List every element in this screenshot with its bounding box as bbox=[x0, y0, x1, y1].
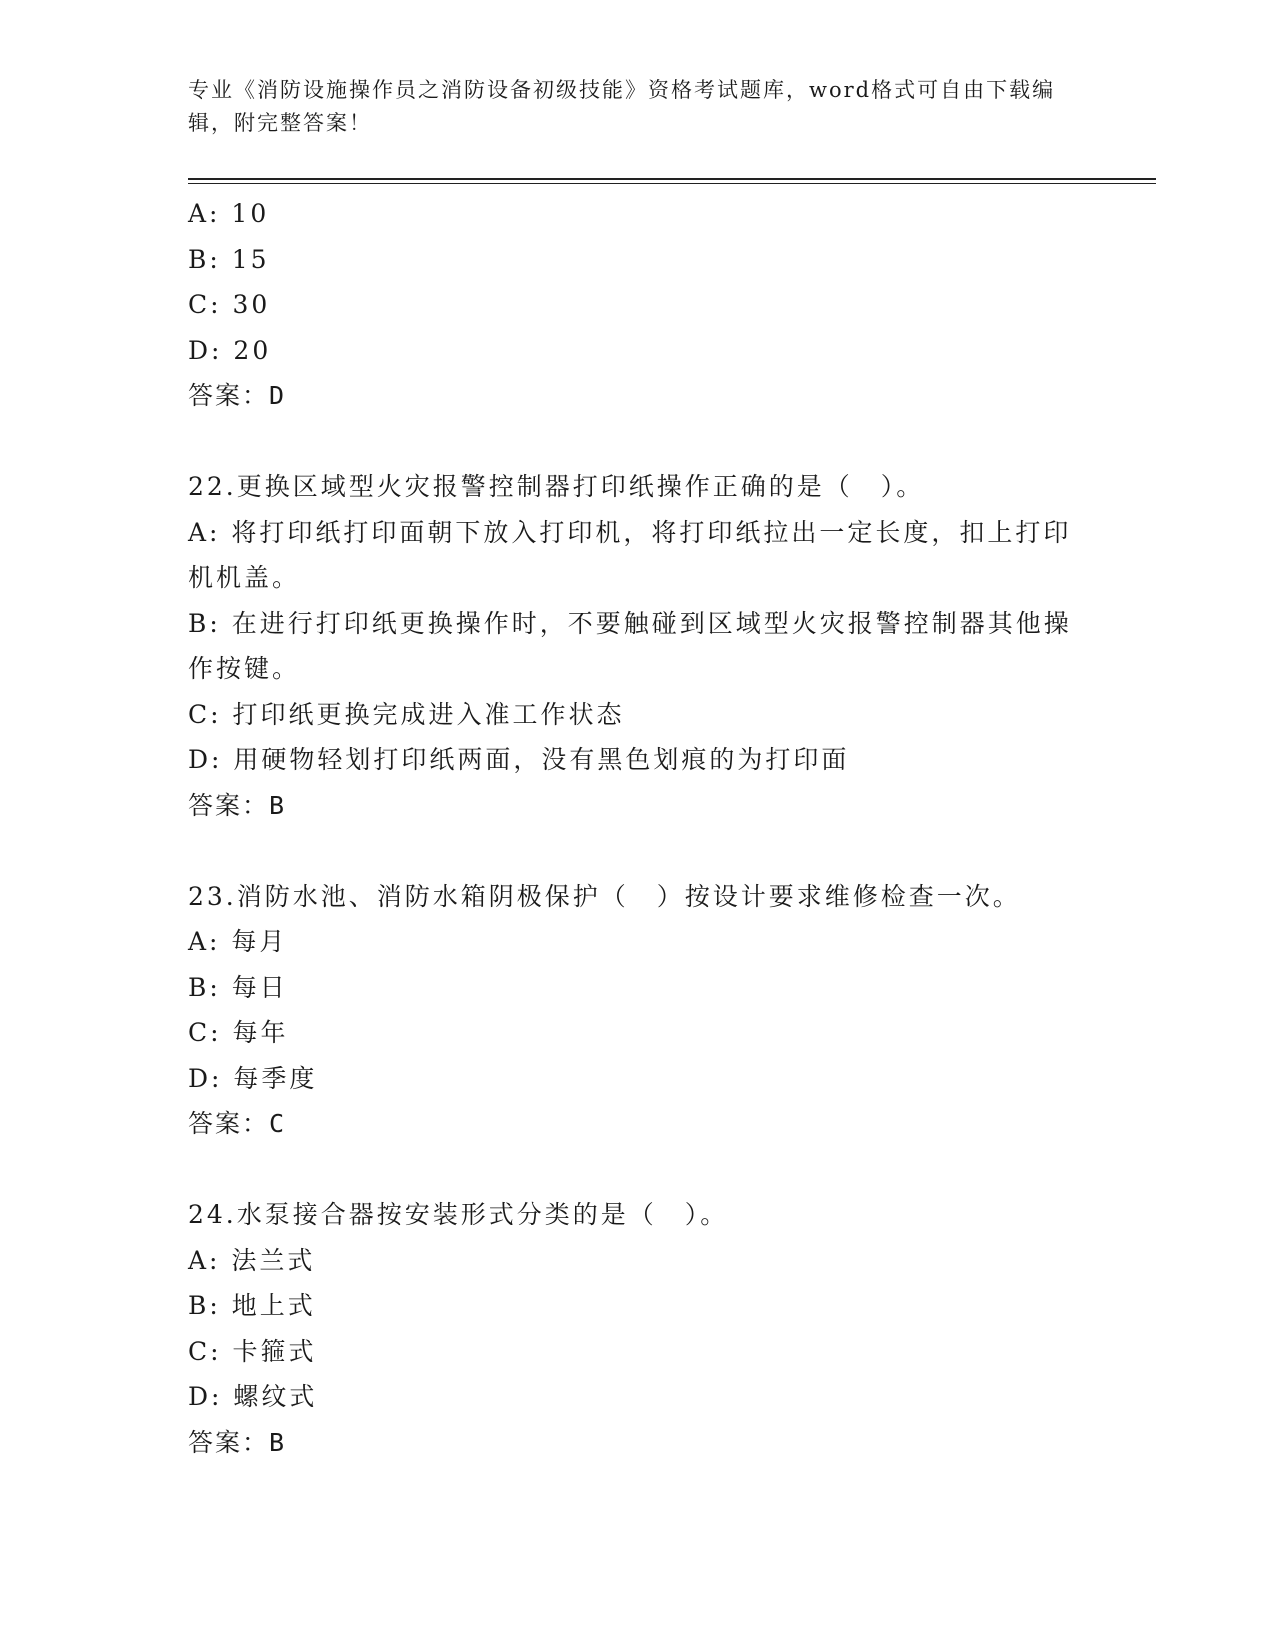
question-22 bbox=[188, 464, 1088, 828]
option-c: C: 打印纸更换完成进入准工作状态 bbox=[188, 699, 625, 729]
question-23 bbox=[188, 874, 1088, 1147]
option-b: B: 每日 bbox=[188, 972, 288, 1002]
answer-value: D bbox=[269, 381, 286, 410]
answer-value: B bbox=[269, 1427, 286, 1457]
question-24 bbox=[188, 1192, 1088, 1465]
question-stem: 22.更换区域型火灾报警控制器打印纸操作正确的是（ ）。 bbox=[188, 472, 925, 501]
header-divider-thick bbox=[188, 178, 1156, 180]
option-a: A: 每月 bbox=[188, 927, 288, 956]
answer-line bbox=[188, 1420, 1088, 1466]
answer-label: 答案： bbox=[188, 381, 270, 410]
option-c: C: 每年 bbox=[188, 1018, 289, 1047]
option-b: B: 地上式 bbox=[188, 1291, 316, 1320]
question-spacer bbox=[188, 1147, 1088, 1193]
answer-line bbox=[188, 783, 1088, 829]
question-list bbox=[188, 191, 1088, 1465]
answer-label: 答案： bbox=[188, 1109, 270, 1138]
question-stem: 23.消防水池、消防水箱阴极保护（ ）按设计要求维修检查一次。 bbox=[188, 881, 1021, 911]
answer-value: B bbox=[269, 790, 286, 820]
option-a: A: 10 bbox=[188, 199, 270, 228]
question-spacer bbox=[188, 828, 1088, 874]
option-d: D: 20 bbox=[188, 335, 272, 365]
option-b: B: 15 bbox=[188, 244, 270, 274]
answer-value: C bbox=[269, 1109, 286, 1138]
document-header-note: 专业《消防设施操作员之消防设备初级技能》资格考试题库，word格式可自由下载编辑，附完整答案！ bbox=[188, 78, 1056, 135]
option-b: B: 在进行打印纸更换操作时，不要触碰到区域型火灾报警控制器其他操作按键。 bbox=[188, 608, 1072, 683]
answer-line bbox=[188, 1101, 1088, 1147]
question-stem: 24.水泵接合器按安装形式分类的是（ ）。 bbox=[188, 1200, 729, 1229]
question-21-options bbox=[188, 191, 1088, 419]
option-c: C: 30 bbox=[188, 290, 271, 319]
header-divider-thin bbox=[188, 183, 1156, 184]
answer-label: 答案： bbox=[188, 1427, 270, 1457]
option-c: C: 卡箍式 bbox=[188, 1336, 317, 1366]
option-d: D: 用硬物轻划打印纸两面，没有黑色划痕的为打印面 bbox=[188, 745, 850, 774]
option-a: A: 将打印纸打印面朝下放入打印机，将打印纸拉出一定长度，扣上打印机机盖。 bbox=[188, 517, 1072, 592]
answer-label: 答案： bbox=[188, 790, 270, 820]
option-d: D: 螺纹式 bbox=[188, 1382, 318, 1411]
option-d: D: 每季度 bbox=[188, 1063, 318, 1093]
question-spacer bbox=[188, 419, 1088, 465]
answer-line bbox=[188, 373, 1088, 419]
option-a: A: 法兰式 bbox=[188, 1245, 316, 1275]
